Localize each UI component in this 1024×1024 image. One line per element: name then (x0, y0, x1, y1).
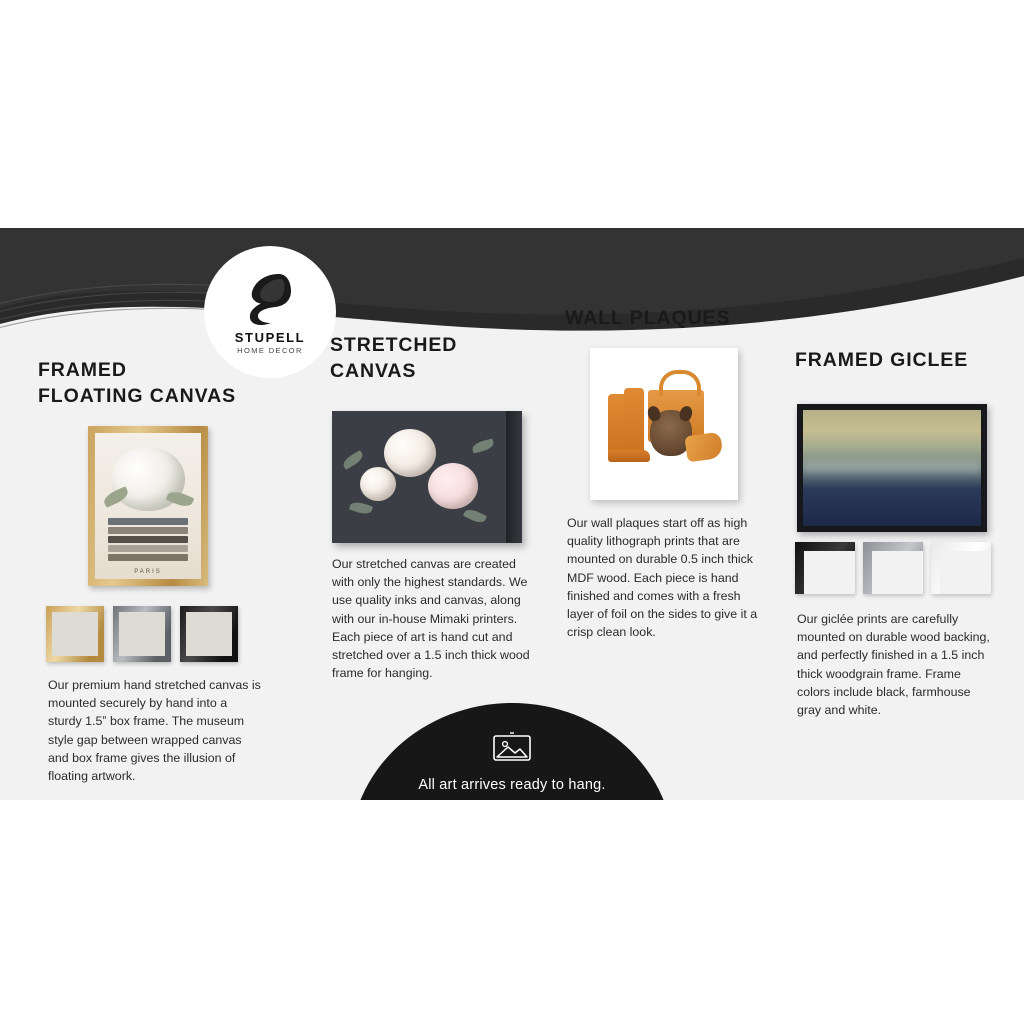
white-frame-swatch[interactable] (931, 542, 991, 594)
farmhouse-gray-frame-swatch[interactable] (863, 542, 923, 594)
section-title-line1: FRAMED (38, 359, 127, 381)
footer-arc (350, 703, 674, 800)
wall-plaque-artwork (590, 348, 738, 500)
section-title (795, 348, 995, 374)
section-title-line1: FRAMED GICLEE (795, 349, 969, 371)
stupell-swan-icon (239, 270, 301, 328)
frame-color-swatches (46, 606, 238, 662)
footer-text: All art arrives ready to hang. (418, 777, 606, 793)
black-frame-swatch[interactable] (795, 542, 855, 594)
brand-tagline: HOME DECOR (237, 345, 303, 355)
section-title (565, 306, 765, 332)
stretched-canvas-artwork (332, 411, 522, 543)
section-description: Our giclée prints are carefully mounted on durable wood backing, and perfectly finished in a 1.5 inch thick woodgrain frame. Frame colors include black, farmhouse gray and white. (797, 612, 990, 718)
framed-giclee-artwork (797, 404, 987, 532)
section-title-line2: CANVAS (330, 359, 417, 382)
black-frame-swatch[interactable] (180, 606, 238, 662)
gold-frame-swatch[interactable] (46, 606, 104, 662)
section-title-line1: STRETCHED (330, 334, 458, 356)
artwork-caption: PARIS (134, 569, 162, 575)
section-wall-plaques (565, 306, 765, 640)
section-title-line1: WALL PLAQUES (565, 307, 731, 329)
frame-color-swatches (795, 542, 991, 594)
framed-floating-canvas-artwork (88, 426, 208, 586)
section-framed-giclee (795, 348, 995, 718)
section-title (330, 333, 540, 385)
section-description: Our premium hand stretched canvas is mounted securely by hand into a sturdy 1.5ˮ box frame. The museum style gap between wrapped canvas and box frame gives the illusion of floating artwork. (48, 678, 261, 784)
section-title-line2: FLOATING CANVAS (38, 384, 237, 407)
framed-picture-icon (492, 731, 532, 763)
brand-name: STUPELL (234, 329, 306, 345)
section-description: Our wall plaques start off as high quality lithograph prints that are mounted on durable 0.5 inch thick MDF wood. Each piece is hand finished and comes with a fresh layer of foil on the sides to give it a crisp clean look. (567, 516, 758, 640)
section-description: Our stretched canvas are created with only the highest standards. We use quality inks and canvas, along with our in-house Mimaki printers. Each piece of art is hand cut and stretched over a 1.5 inch thick wood frame for hanging. (332, 557, 530, 681)
gray-frame-swatch[interactable] (113, 606, 171, 662)
brand-logo-badge (204, 246, 336, 378)
section-stretched-canvas (330, 333, 540, 681)
infographic-canvas (0, 228, 1024, 800)
